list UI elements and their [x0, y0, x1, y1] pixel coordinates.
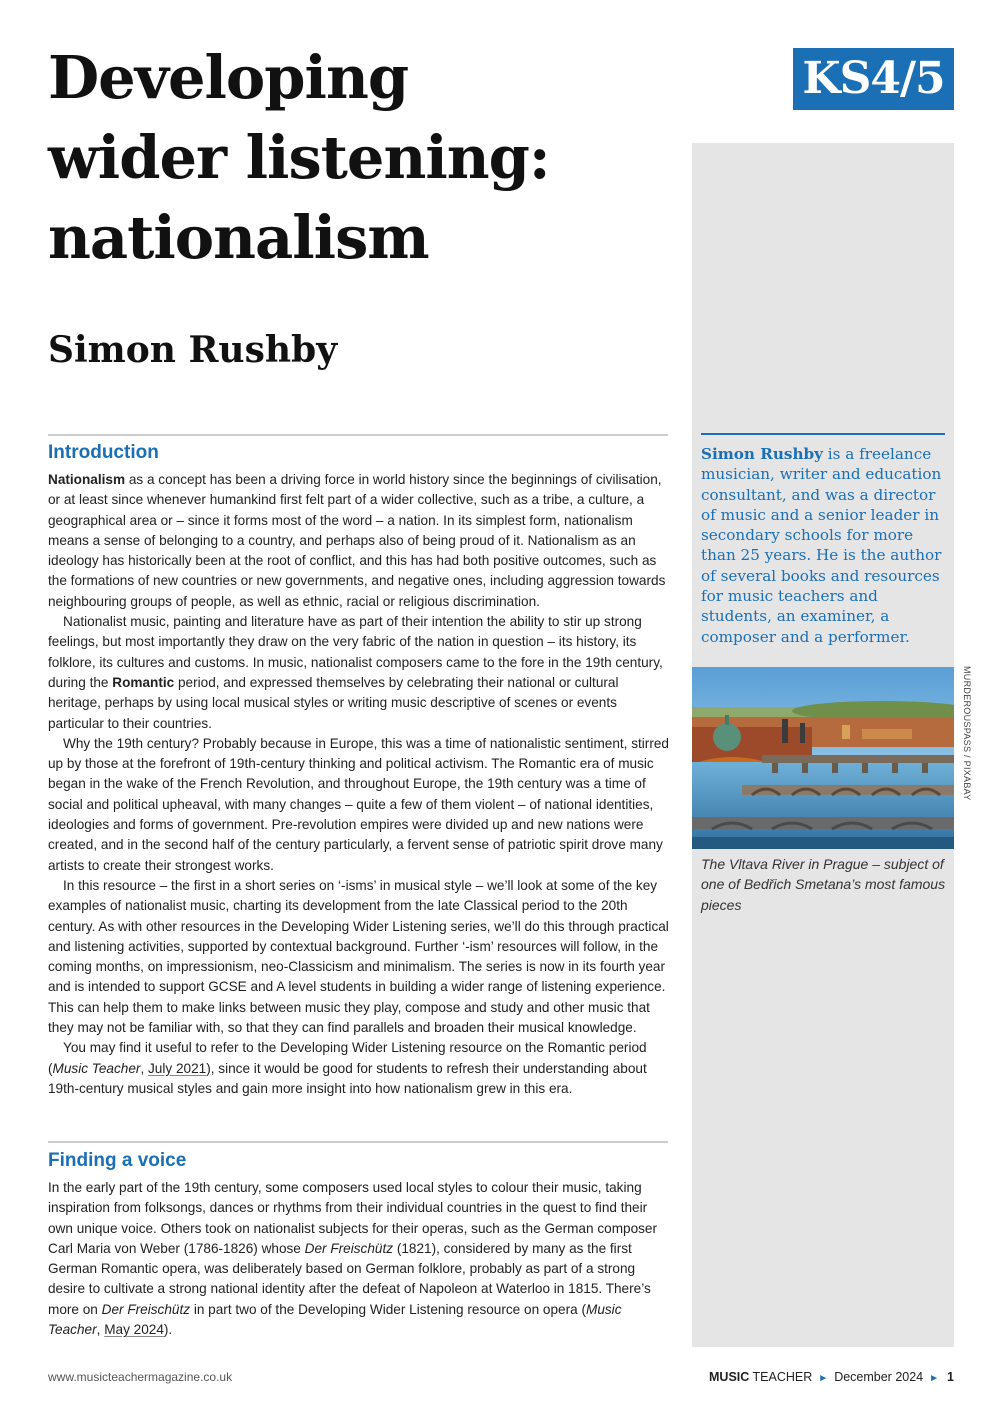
- voice-text-b: (1821), considered by many as the first German Romantic opera, was deliberately based on German folklore, probably as part of a strong desire to cultivate a strong national identity after the defeat of Napoleon at Waterloo in 1815. There’s more on: [48, 1240, 651, 1317]
- intro-body: [48, 470, 670, 1099]
- intro-p2-text-b: period, and expressed themselves by celebrating their national or cultural heritage, perhaps by using local musical styles or writing music descriptive of scenes or events particular to their countries.: [48, 674, 619, 731]
- voice-divider: [48, 1141, 668, 1143]
- opera-resource-link[interactable]: May 2024: [104, 1322, 164, 1338]
- intro-paragraph-4: In this resource – the first in a short series on ‘-isms’ in musical style – we’ll look at some of the key examples of nationalist music, charting its development from the late Classical period to the 20th century. As with other resources in the Developing Wider Listening series, we’ll do this through practical and listening activities, supported by contextual background. Further ‘-ism’ resources will follow, in the coming months, on impressionism, neo-Classicism and minimalism. The series is now in its fourth year and is intended to support GCSE and A level students in building a wider range of listening experience. This can help them to make links between music they play, compose and study and other music that they may not be familiar with, so that they can find parallels and broaden their musical knowledge.: [48, 877, 669, 1036]
- title-line-1: Developing: [48, 43, 409, 112]
- photo-caption: The Vltava River in Prague – subject of one of Bedřich Smetana’s most famous pieces: [701, 856, 946, 913]
- bio-text: is a freelance musician, writer and education consultant, and was a director of music and a senior leader in secondary schools for more than 25 years. He is the author of several books and resources for music teachers and students, an examiner, a composer and a performer.: [701, 445, 942, 646]
- intro-paragraph-3: Why the 19th century? Probably because in Europe, this was a time of nationalistic sentiment, stirred up by those at the forefront of 19th-century thinking and political activism. The Romantic era of music began in the wake of the French Revolution, and throughout Europe, the 19th century was a time of social and political upheaval, with many changes – quite a few of them violent – of national identities, ideologies and forms of government. Pre-revolution empires were divided up and new nations were created, and in the second half of the century particularly, a fervent sense of patriotic spirit drove many artists to create their strongest works.: [48, 735, 669, 873]
- footer-issue-date: December 2024: [834, 1370, 924, 1384]
- footer-website-link[interactable]: www.musicteachermagazine.co.uk: [48, 1370, 233, 1384]
- footer-publication: [709, 1369, 954, 1387]
- voice-comma: ,: [96, 1322, 105, 1338]
- intro-heading: Introduction: [48, 442, 159, 463]
- voice-paragraph: [48, 1178, 670, 1340]
- arrow-right-icon: ►: [929, 1373, 940, 1384]
- footer-magazine-rest: TEACHER: [749, 1370, 813, 1384]
- intro-p1-text: as a concept has been a driving force in world history since the beginnings of civilisation, or at least since whenever humankind first felt part of a wider collective, such as a tribe, a culture, a geographical area or – since it forms most of the word – a nation. In its simplest form, nationalism means a sense of belonging to a country, and perhaps also of being proud of it. Nationalism as an ideology has historically been at the root of conflict, and this has had both positive outcomes, such as the formations of new countries or new governments, and negative ones, including aggression towards neighbouring groups of people, as well as ethnic, racial or religious discrimination.: [48, 472, 666, 609]
- author-bio: [701, 444, 947, 647]
- romantic-period-link[interactable]: July 2021: [148, 1060, 207, 1076]
- voice-body: [48, 1178, 670, 1340]
- intro-divider: [48, 434, 668, 436]
- bio-author-name: Simon Rushby: [701, 445, 823, 463]
- intro-paragraph-5: [48, 1038, 670, 1099]
- voice-text-c: in part two of the Developing Wider Listening resource on opera (: [190, 1301, 586, 1317]
- voice-text-d: ).: [163, 1322, 173, 1338]
- title-line-2: wider listening:: [48, 123, 550, 192]
- page-number: 1: [947, 1370, 954, 1384]
- key-stage-badge: KS4/5: [793, 48, 954, 110]
- prague-vltava-photo: [692, 667, 954, 849]
- voice-heading: Finding a voice: [48, 1150, 187, 1171]
- intro-p2-bold: Romantic: [112, 674, 175, 690]
- intro-paragraph-1: [48, 470, 670, 612]
- intro-p5-text-a: You may find it useful to refer to the Developing Wider Listening resource on the Romantic period (: [48, 1040, 647, 1076]
- article-title: [48, 38, 668, 278]
- intro-p5-magazine: Music Teacher: [52, 1060, 141, 1076]
- arrow-right-icon: ►: [818, 1373, 829, 1384]
- photo-credit: MURDEROUSPASS / PIXABAY: [962, 666, 972, 801]
- author-name: Simon Rushby: [48, 329, 338, 371]
- intro-p2-text-a: Nationalist music, painting and literature have as part of their intention the ability to stir up strong feelings, but most importantly they draw on the very fabric of the nation in question – its history, its folklore, its cultures and customs. In music, nationalist composers came to the fore in the 19th century, during the: [48, 614, 663, 690]
- intro-p1-bold: Nationalism: [48, 472, 126, 487]
- voice-magazine: Music Teacher: [48, 1301, 622, 1338]
- bio-divider: [701, 433, 945, 435]
- intro-p5-comma: ,: [140, 1060, 148, 1076]
- voice-opera-title-1: Der Freischütz: [304, 1240, 394, 1256]
- voice-opera-title-2: Der Freischütz: [101, 1301, 191, 1317]
- title-line-3: nationalism: [48, 203, 429, 272]
- intro-p5-text-b: ), since it would be good for students to refresh their understanding about 19th-century musical styles and gain more insight into how nationalism grew in this era.: [48, 1060, 647, 1096]
- intro-paragraph-2: [48, 612, 670, 734]
- footer-magazine-bold: MUSIC: [709, 1370, 750, 1384]
- voice-text-a: In the early part of the 19th century, some composers used local styles to colour their music, taking inspiration from folksongs, dances or rhythms from their individual countries in the quest to find their own unique voice. Others took on nationalist subjects for their operas, such as the German composer Carl Maria von Weber (1786-1826) whose: [48, 1180, 658, 1256]
